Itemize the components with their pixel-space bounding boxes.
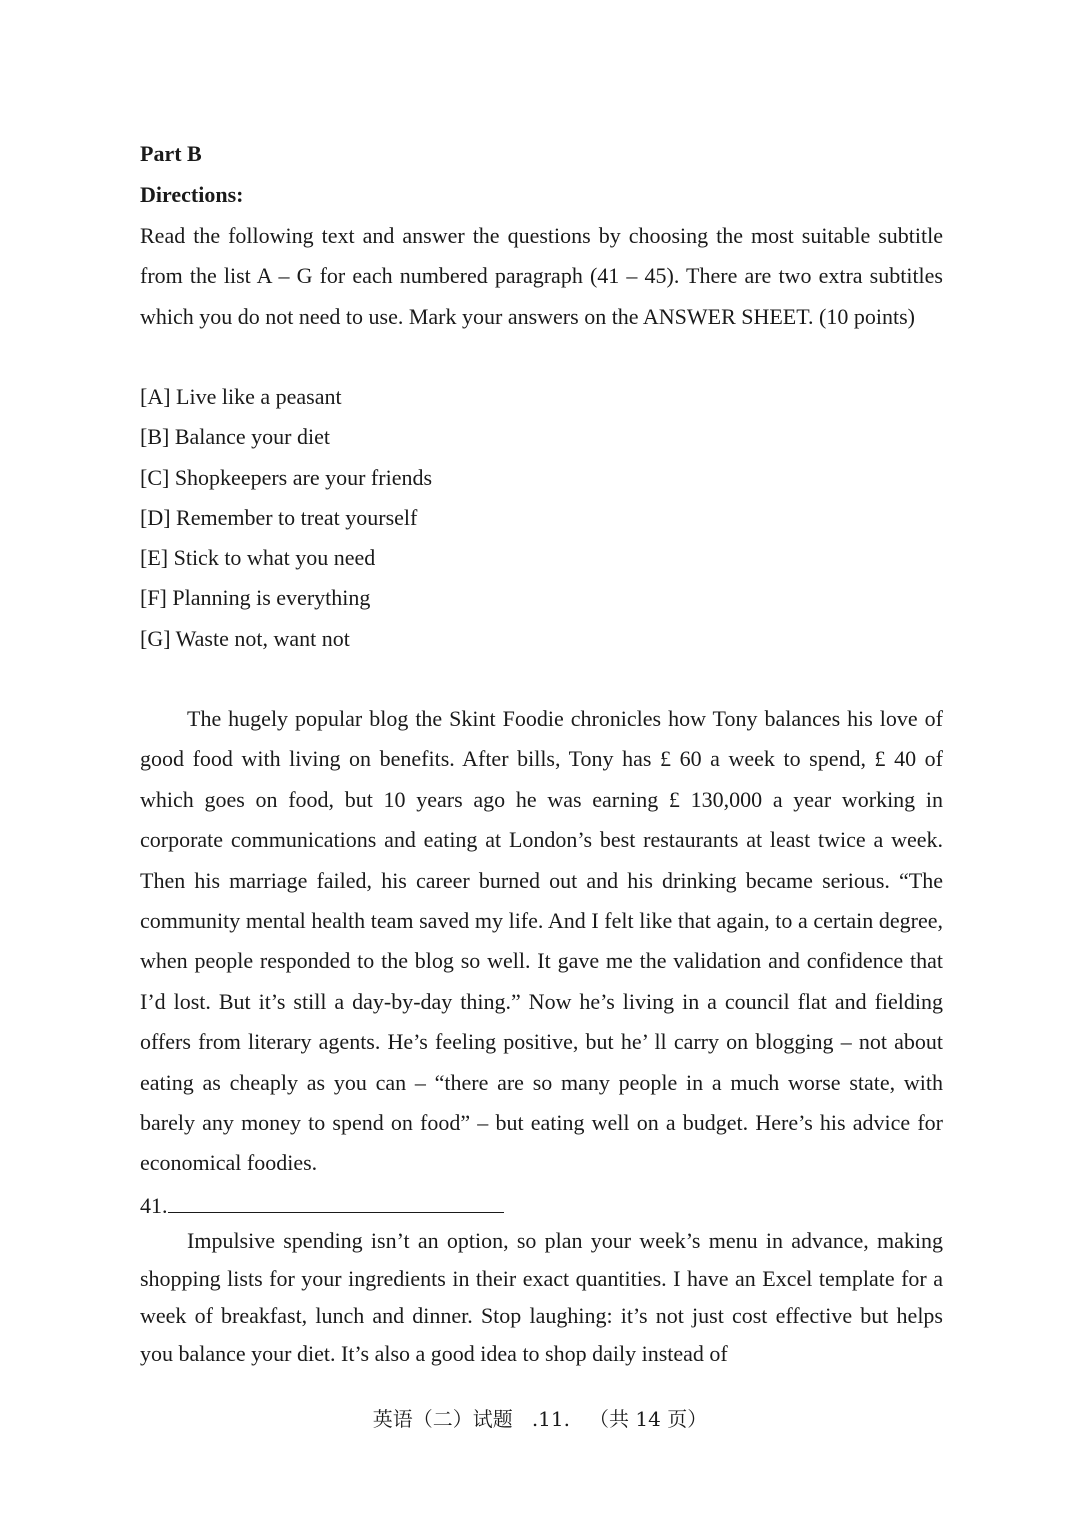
option-a: [A] Live like a peasant — [140, 384, 342, 409]
paragraph-41: Impulsive spending isn’t an option, so plan your week’s menu in advance, making shopping lists for your ingredients in their exact quantities. I have an Excel template for a week of breakfast, lunch and dinner. Stop laughing: it’s not just cost effective but helps you balance your diet. It’s also a good idea to shop daily instead of — [140, 1228, 943, 1366]
directions-title: Directions: — [140, 182, 244, 207]
directions-text: Read the following text and answer the questions by choosing the most suitable subtitle from the list A – G for each numbered paragraph (41 – 45). There are two extra subtitles which you do not need to use. Mark your answers on the ANSWER SHEET. (10 points) — [140, 223, 943, 329]
option-c: [C] Shopkeepers are your friends — [140, 464, 433, 490]
option-b: [B] Balance your diet — [140, 424, 330, 450]
option-e: [E] Stick to what you need — [140, 545, 376, 571]
intro-passage: The hugely popular blog the Skint Foodie chronicles how Tony balances his love of good food with living on benefits. After bills, Tony has £ 60 a week to spend, £ 40 of which goes on food, but 10 years ago he was earning £ 130,000 a year working in corporate communications and eating at London’s best restaurants at least twice a week. Then his marriage failed, his career burned out and his drinking became serious. “The community mental health team saved my life. And I felt like that again, to a certain degree, when people responded to the blog so well. It gave me the validation and confidence that I’d lost. But it’s still a day-by-day thing.” Now he’s living in a council flat and fielding offers from literary agents. He’s feeling positive, but he’ ll carry on blogging – not about eating as cheaply as you can – “there are so many people in a much worse state, with barely any money to spend on food” – but eating well on a budget. Here’s his advice for economical foodies. — [140, 706, 943, 1176]
option-d: [D] Remember to treat yourself — [140, 504, 418, 530]
page-footer: 英语（二）试题 .11. （共 14 页） — [372, 1407, 708, 1431]
question-41 — [140, 1188, 504, 1221]
question-number: 41. — [140, 1193, 168, 1218]
option-g: [G] Waste not, want not — [140, 625, 350, 651]
option-f: [F] Planning is everything — [140, 585, 371, 611]
answer-blank — [168, 1188, 504, 1213]
subtitle-options-list — [140, 377, 432, 659]
part-title: Part B — [140, 141, 202, 166]
